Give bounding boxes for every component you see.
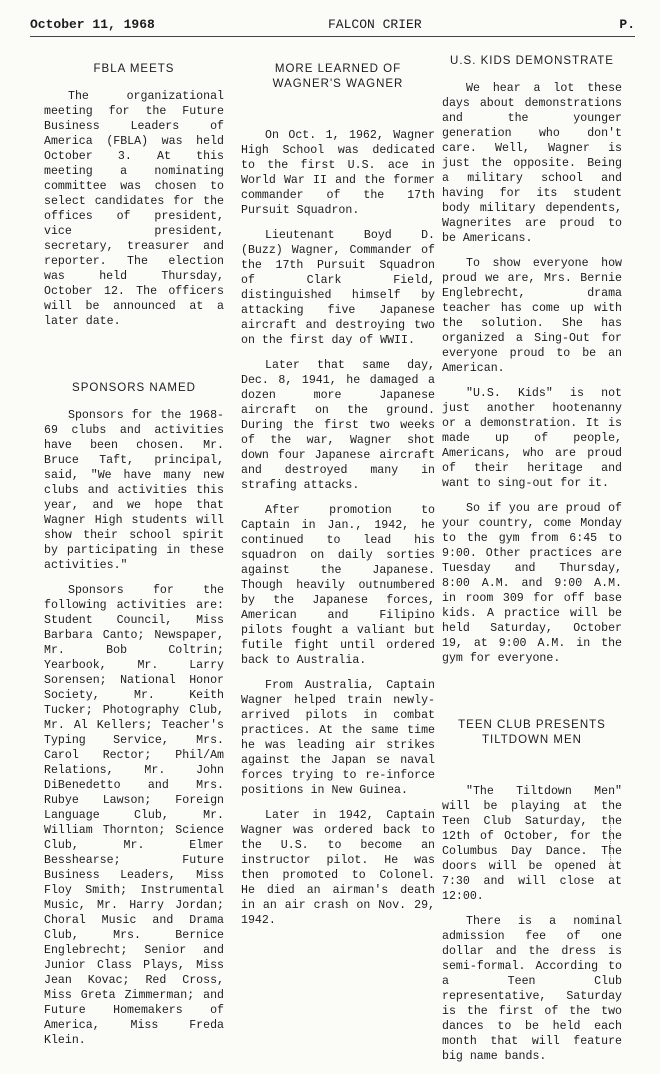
- teen-heading-line2: TILTDOWN MEN: [482, 734, 582, 746]
- kids-paragraph: "U.S. Kids" is not just another hootenanny or a demonstration. It is made up of people, Americans, who are proud of their heritage and want to sing-out for it.: [442, 387, 622, 490]
- page-number: P.: [619, 17, 635, 32]
- wagner-paragraph: Later that same day, Dec. 8, 1941, he damaged a dozen more Japanese aircraft on the ground. During the first two weeks of the war, Wagner shot down four Japanese aircraft and destroyed many in strafing attacks.: [241, 359, 435, 492]
- wagner-paragraph: From Australia, Captain Wagner helped train newly-arrived pilots in combat practices. At the same time he was leading air strikes against the Japan se naval forces trying to re-inforce positions in New Guinea.: [241, 679, 435, 797]
- sponsors-article: [44, 408, 224, 1048]
- wagner-paragraph: Lieutenant Boyd D. (Buzz) Wagner, Commander of the 17th Pursuit Squadron of Clark Field, distinguished himself by attacking five Japanese aircraft and destroying two on the first day of WWII.: [241, 229, 435, 347]
- masthead: [30, 17, 635, 35]
- wagner-paragraph: After promotion to Captain in Jan., 1942, he continued to lead his squadron on daily sorties against the Japanese. Though heavily outnumbered by the Japanese forces, American and Filipino pilots fought a valiant but futile fight until ordered back to Australia.: [241, 504, 435, 667]
- teen-paragraph: There is a nominal admission fee of one dollar and the dress is semi-formal. According to a Teen Club representative, Saturday is the first of the two dances to be held each month that will feature big name bands.: [442, 915, 622, 1063]
- masthead-rule: [30, 36, 635, 37]
- kids-paragraph: So if you are proud of your country, come Monday to the gym from 6:45 to 9:00. Other practices are Tuesday and Thursday, 8:00 A.M. and 9:00 A.M. in room 309 for off base kids. A practice will be held Saturday, October 19, at 9:00 A.M. in the gym for everyone.: [442, 502, 622, 665]
- column-left: [44, 62, 224, 1058]
- fbla-paragraph: The organizational meeting for the Future Business Leaders of America (FBLA) was held October 3. At this meeting a nominating committee was chosen to select candidates for the offices of president, vice president, secretary, treasurer and reporter. The election was held Thursday, October 12. The officers will be announced at a later date.: [44, 90, 224, 328]
- kids-paragraph: To show everyone how proud we are, Mrs. Bernie Englebrecht, drama teacher has come up with the solution. She has organized a Sing-Out for everyone proud to be an American.: [442, 257, 622, 375]
- fbla-heading: FBLA MEETS: [93, 63, 175, 75]
- kids-heading: U.S. KIDS DEMONSTRATE: [450, 55, 614, 67]
- column-right: [442, 54, 622, 1074]
- wagner-heading-line2: WAGNER'S WAGNER: [272, 78, 404, 90]
- wagner-heading-line1: MORE LEARNED OF: [274, 63, 402, 75]
- column-rule-mark: [610, 820, 611, 864]
- wagner-paragraph: On Oct. 1, 1962, Wagner High School was dedicated to the first U.S. ace in World War II and the former commander of the 17th Pursuit Squadron.: [241, 129, 435, 217]
- issue-date: October 11, 1968: [30, 17, 155, 32]
- sponsors-paragraph: Sponsors for the 1968-69 clubs and activities have been chosen. Mr. Bruce Taft, principal, said, "We have many new clubs and activities this year, and we hope that Wagner High students will show their school spirit by participating in these activities.": [44, 409, 224, 572]
- wagner-article: [241, 128, 435, 928]
- kids-article: [442, 81, 622, 666]
- wagner-paragraph: Later in 1942, Captain Wagner was ordered back to the U.S. to become an instructor pilot. He was then promoted to Colonel. He died an airman's death in an air crash on Nov. 29, 1942.: [241, 809, 435, 927]
- sponsors-paragraph: Sponsors for the following activities are: Student Council, Miss Barbara Canto; Newspaper, Mr. Bob Coltrin; Yearbook, Mr. Larry Sorensen; National Honor Society, Mr. Keith Tucker; Photography Club, Mr. Al Kellers; Teacher's Typing Service, Mrs. Carol Rector; Phil/Am Relations, Mr. John DiBenedetto and Mrs. Rubye Lawson; Foreign Language Club, Mr. William Thornton; Science Club, Mr. Elmer Besshearse; Future Business Leaders, Miss Floy Smith; Instrumental Music, Mr. Harry Jordan; Choral Music and Drama Club, Mrs. Bernice Englebrecht; Senior and Junior Class Plays, Miss Jean Kovac; Red Cross, Miss Greta Zimmerman; and Future Homemakers of America, Miss Freda Klein.: [44, 584, 224, 1047]
- column-middle: [241, 62, 435, 938]
- teen-article: [442, 784, 622, 1064]
- fbla-article: [44, 89, 224, 329]
- sponsors-heading: SPONSORS NAMED: [72, 382, 196, 394]
- teen-paragraph: "The Tiltdown Men" will be playing at the Teen Club Saturday, the 12th of October, for the Columbus Day Dance. The doors will be opened at 7:30 and will close at 12:00.: [442, 785, 622, 903]
- kids-paragraph: We hear a lot these days about demonstrations and the younger generation who don't care. Well, Wagner is just the opposite. Being a military school and having for its student body military dependents, Wagnerites are proud to be Americans.: [442, 82, 622, 245]
- newspaper-title: FALCON CRIER: [328, 17, 422, 32]
- teen-heading-line1: TEEN CLUB PRESENTS: [458, 719, 606, 731]
